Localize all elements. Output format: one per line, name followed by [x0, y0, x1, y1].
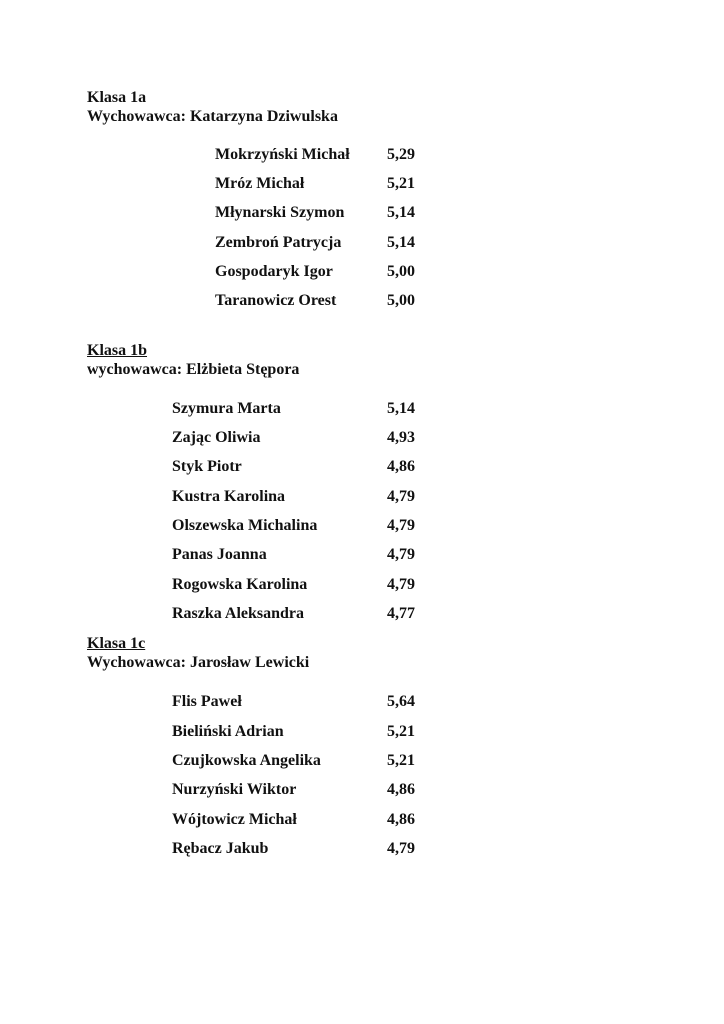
student-score: 5,14	[387, 204, 415, 221]
student-name: Zając Oliwia	[172, 429, 261, 446]
student-score: 4,79	[387, 546, 415, 563]
student-name: Zembroń Patrycja	[215, 234, 342, 251]
student-score: 4,77	[387, 605, 415, 622]
student-name: Rogowska Karolina	[172, 576, 308, 593]
student-score: 5,14	[387, 400, 415, 417]
student-score: 4,86	[387, 811, 415, 828]
student-score: 5,00	[387, 263, 415, 280]
student-score: 5,64	[387, 693, 415, 710]
student-score: 5,21	[387, 752, 415, 769]
student-score: 4,79	[387, 576, 415, 593]
student-score: 5,21	[387, 723, 415, 740]
student-score: 5,00	[387, 292, 415, 309]
section-title: Klasa 1c	[87, 635, 146, 652]
section-teacher: wychowawca: Elżbieta Stępora	[87, 361, 300, 378]
student-name: Gospodaryk Igor	[215, 263, 333, 280]
student-score: 4,86	[387, 458, 415, 475]
section-title: Klasa 1b	[87, 342, 148, 359]
student-score: 5,21	[387, 175, 415, 192]
student-name: Styk Piotr	[172, 458, 242, 475]
student-name: Nurzyński Wiktor	[172, 781, 297, 798]
student-name: Raszka Aleksandra	[172, 605, 305, 622]
student-name: Panas Joanna	[172, 546, 267, 563]
student-name: Flis Paweł	[172, 693, 242, 710]
student-name: Czujkowska Angelika	[172, 752, 321, 769]
student-name: Bieliński Adrian	[172, 723, 284, 740]
student-name: Młynarski Szymon	[215, 204, 345, 221]
student-score: 5,14	[387, 234, 415, 251]
student-name: Rębacz Jakub	[172, 840, 269, 857]
student-name: Kustra Karolina	[172, 488, 286, 505]
student-score: 4,86	[387, 781, 415, 798]
student-score: 4,79	[387, 840, 415, 857]
section-teacher: Wychowawca: Katarzyna Dziwulska	[87, 108, 338, 125]
student-score: 4,79	[387, 517, 415, 534]
student-name: Szymura Marta	[172, 400, 281, 417]
student-name: Taranowicz Orest	[215, 292, 337, 309]
student-name: Mróz Michał	[215, 175, 305, 192]
student-name: Wójtowicz Michał	[172, 811, 297, 828]
student-score: 4,93	[387, 429, 415, 446]
student-score: 4,79	[387, 488, 415, 505]
section-teacher: Wychowawca: Jarosław Lewicki	[87, 654, 310, 671]
student-name: Mokrzyński Michał	[215, 146, 350, 163]
section-title: Klasa 1a	[87, 89, 147, 106]
student-score: 5,29	[387, 146, 415, 163]
student-name: Olszewska Michalina	[172, 517, 318, 534]
